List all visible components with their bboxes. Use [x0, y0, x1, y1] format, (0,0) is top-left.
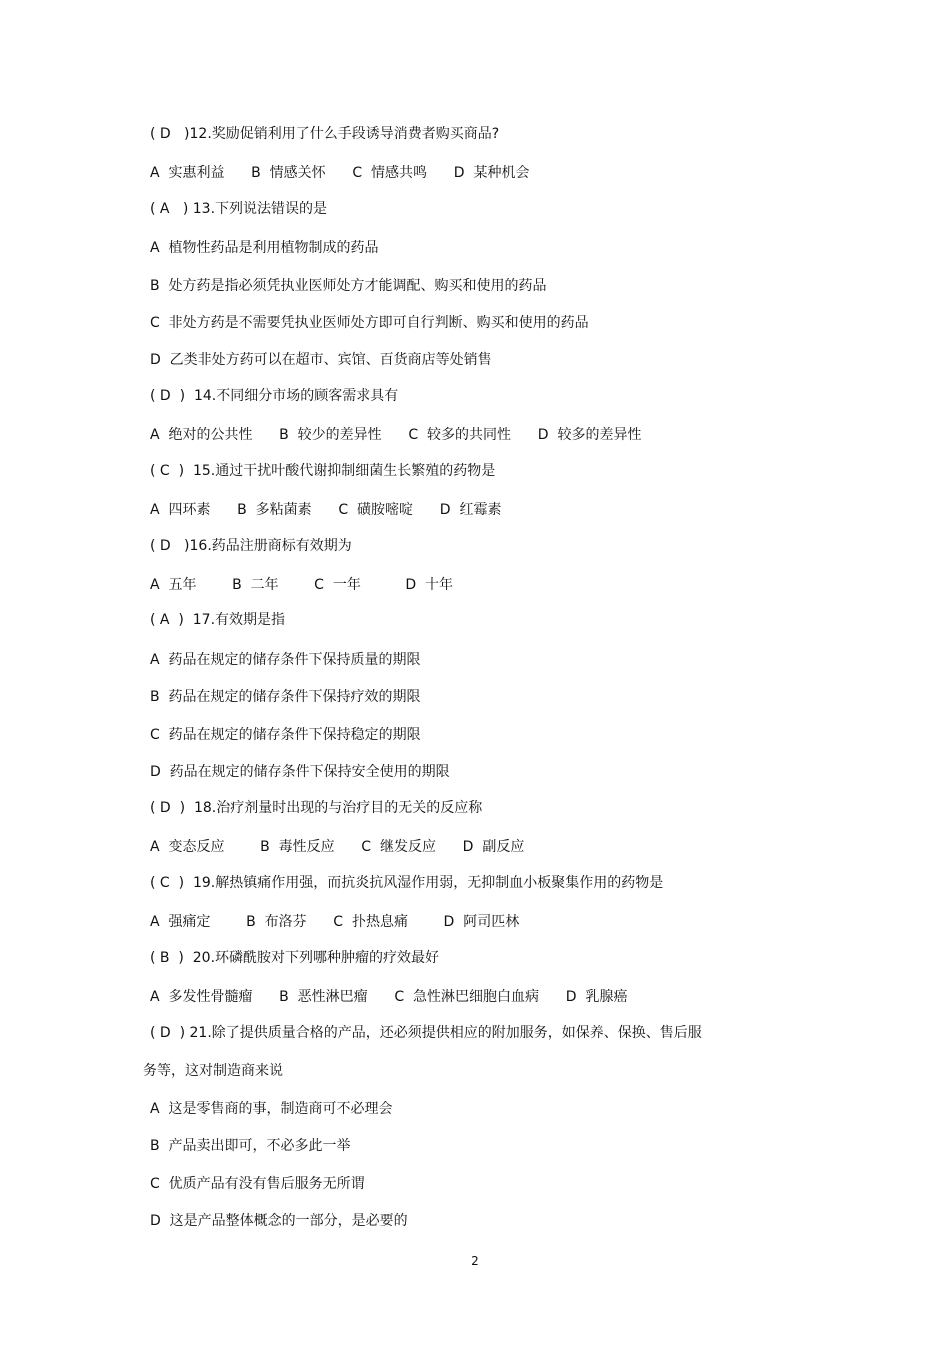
question-14: ( D ) 14.不同细分市场的顾客需求具有	[150, 388, 399, 404]
question-18-options: A 变态反应 B 毒性反应 C 继发反应 D 副反应	[150, 839, 525, 855]
page-number: 2	[471, 1254, 479, 1268]
question-19: ( C ) 19.解热镇痛作用强，而抗炎抗风湿作用弱，无抑制血小板聚集作用的药物是	[150, 875, 664, 891]
question-18: ( D ) 18.治疗剂量时出现的与治疗目的无关的反应称	[150, 800, 483, 816]
question-13: ( A ) 13.下列说法错误的是	[150, 201, 328, 217]
question-16-options: A 五年 B 二年 C 一年 D 十年	[150, 577, 454, 593]
question-12-options: A 实惠利益 B 情感关怀 C 情感共鸣 D 某种机会	[150, 165, 530, 181]
question-21-option-b: B 产品卖出即可，不必多此一举	[150, 1138, 351, 1154]
question-17-option-d: D 药品在规定的储存条件下保持安全使用的期限	[150, 764, 450, 780]
question-13-option-b: B 处方药是指必须凭执业医师处方才能调配、购买和使用的药品	[150, 278, 547, 294]
question-20: ( B ) 20.环磷酰胺对下列哪种肿瘤的疗效最好	[150, 950, 440, 966]
question-21: ( D ) 21.除了提供质量合格的产品，还必须提供相应的附加服务，如保养、保换、售后服	[150, 1025, 702, 1041]
question-21-continued: 务等，这对制造商来说	[143, 1063, 283, 1079]
question-16: ( D )16.药品注册商标有效期为	[150, 538, 352, 554]
question-13-option-d: D 乙类非处方药可以在超市、宾馆、百货商店等处销售	[150, 352, 492, 368]
question-20-options: A 多发性骨髓瘤 B 恶性淋巴瘤 C 急性淋巴细胞白血病 D 乳腺癌	[150, 989, 628, 1005]
question-21-option-d: D 这是产品整体概念的一部分，是必要的	[150, 1213, 408, 1229]
question-12: ( D )12.奖励促销利用了什么手段诱导消费者购买商品?	[150, 126, 500, 142]
question-21-option-c: C 优质产品有没有售后服务无所谓	[150, 1176, 365, 1192]
question-17-option-c: C 药品在规定的储存条件下保持稳定的期限	[150, 727, 421, 743]
question-17-option-a: A 药品在规定的储存条件下保持质量的期限	[150, 652, 421, 668]
question-17-option-b: B 药品在规定的储存条件下保持疗效的期限	[150, 689, 421, 705]
question-15: ( C ) 15.通过干扰叶酸代谢抑制细菌生长繁殖的药物是	[150, 463, 496, 479]
question-17: ( A ) 17.有效期是指	[150, 612, 286, 628]
question-13-option-a: A 植物性药品是利用植物制成的药品	[150, 240, 379, 256]
question-15-options: A 四环素 B 多粘菌素 C 磺胺嘧啶 D 红霉素	[150, 502, 502, 518]
question-14-options: A 绝对的公共性 B 较少的差异性 C 较多的共同性 D 较多的差异性	[150, 427, 642, 443]
question-21-option-a: A 这是零售商的事，制造商可不必理会	[150, 1101, 393, 1117]
question-19-options: A 强痛定 B 布洛芬 C 扑热息痛 D 阿司匹林	[150, 914, 520, 930]
question-13-option-c: C 非处方药是不需要凭执业医师处方即可自行判断、购买和使用的药品	[150, 315, 589, 331]
